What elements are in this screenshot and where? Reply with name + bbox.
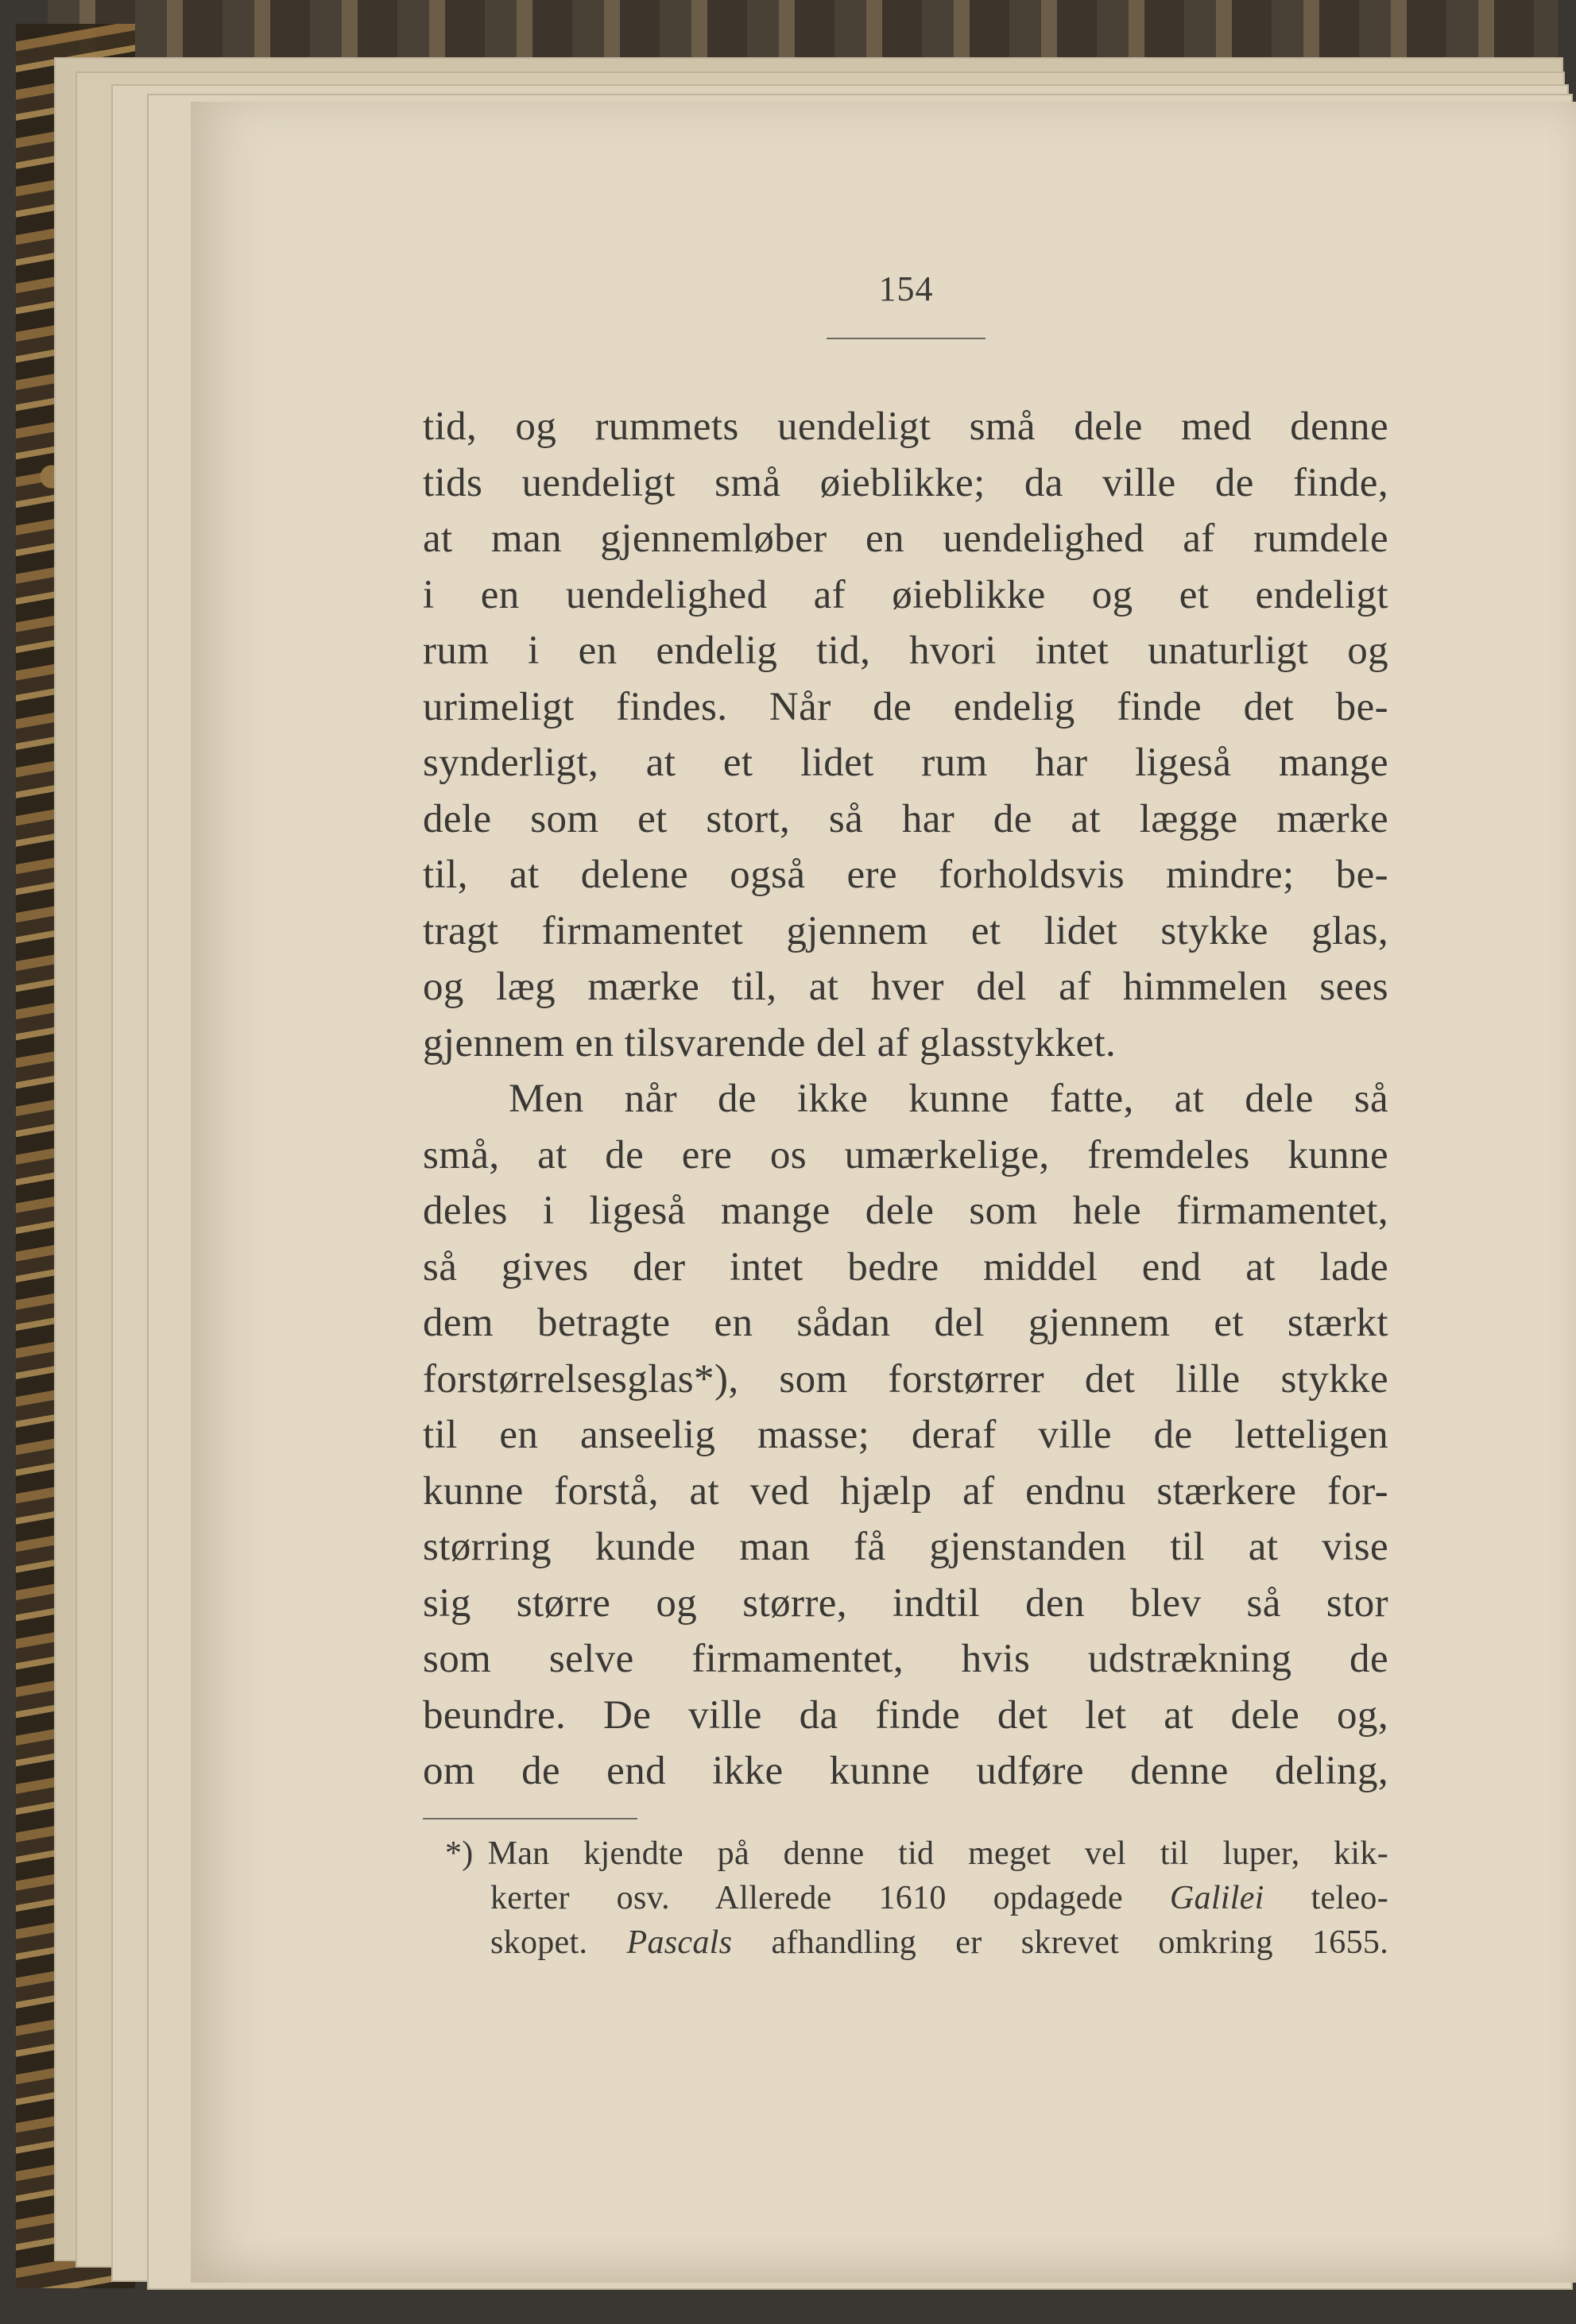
page-number: 154 — [878, 269, 934, 308]
footnote-text: skopet. — [490, 1924, 627, 1961]
text-line: urimeligt findes. Når de endelig finde det be- — [423, 684, 1388, 729]
footnote — [445, 1831, 1388, 1965]
text-line: kunne forstå, at ved hjælp af endnu stærkere for- — [423, 1468, 1388, 1514]
text-line: synderligt, at et lidet rum har ligeså mange — [423, 741, 1388, 785]
text-line: beundre. De ville da finde det let at dele og, — [423, 1692, 1388, 1738]
text-line: og læg mærke til, at hver del af himmelen sees — [423, 965, 1388, 1009]
footnote-line — [445, 1876, 1388, 1920]
text-line: Men når de ikke kunne fatte, at dele så — [509, 1077, 1388, 1121]
footnote-marker: *) — [445, 1835, 474, 1872]
text-line: deles i ligeså mange dele som hele firmamentet, — [423, 1189, 1388, 1233]
body-text — [423, 399, 1388, 1800]
text-line: så gives der intet bedre middel end at lade — [423, 1244, 1388, 1290]
text-line: om de end ikke kunne udføre denne deling, — [423, 1749, 1388, 1793]
footnote-rule — [423, 1818, 637, 1819]
text-line: små, at de ere os umærkelige, fremdeles kunne — [423, 1132, 1388, 1177]
text-line: dem betragte en sådan del gjennem et stærkt — [423, 1301, 1388, 1345]
text-line: som selve firmamentet, hvis udstrækning de — [423, 1637, 1388, 1681]
text-line: sig større og større, indtil den blev så stor — [423, 1580, 1388, 1626]
text-line: rum i en endelig tid, hvori intet unaturligt og — [423, 628, 1388, 673]
text-line: tids uendeligt små øieblikke; da ville de finde, — [423, 460, 1388, 505]
text-line: tid, og rummets uendeligt små dele med denne — [423, 404, 1388, 449]
footnote-text: Man kjendte på denne tid meget vel til luper, kik- — [487, 1835, 1388, 1872]
cover-top-edge — [48, 0, 1558, 64]
footnote-line — [445, 1920, 1388, 1965]
text-line: gjennem en tilsvarende del af glasstykket. — [423, 1020, 1117, 1065]
footnote-name-pascals: Pascals — [626, 1924, 733, 1961]
text-line: til, at delene også ere forholdsvis mindre; be- — [423, 853, 1388, 897]
text-line: til en anseelig masse; deraf ville de letteligen — [423, 1413, 1388, 1457]
footnote-name-galilei: Galilei — [1169, 1880, 1264, 1916]
footnote-text: afhandling er skrevet omkring 1655. — [732, 1924, 1388, 1961]
footnote-text: kerter osv. Allerede 1610 opdagede — [490, 1880, 1170, 1916]
text-line: størring kunde man få gjenstanden til at vise — [423, 1525, 1388, 1569]
text-line: at man gjennemløber en uendelighed af rumdele — [423, 516, 1388, 561]
footnote-text: teleo- — [1264, 1880, 1388, 1916]
page-number-rule — [827, 338, 985, 339]
text-line: dele som et stort, så har de at lægge mærke — [423, 796, 1388, 841]
text-line: forstørrelsesglas*), som forstørrer det lille stykke — [423, 1356, 1388, 1402]
text-line: tragt firmamentet gjennem et lidet stykke glas, — [423, 908, 1388, 953]
text-line: i en uendelighed af øieblikke og et endeligt — [423, 572, 1388, 617]
footnote-line — [445, 1831, 1388, 1876]
